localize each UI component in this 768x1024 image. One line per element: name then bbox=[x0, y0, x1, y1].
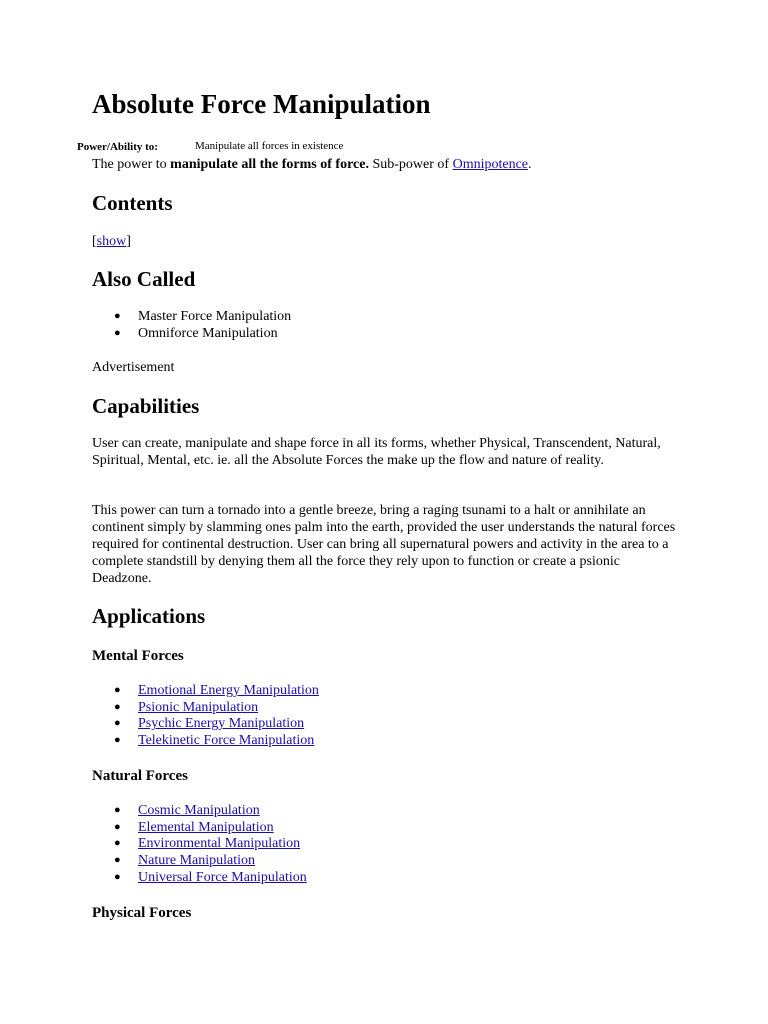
physical-forces-heading: Physical Forces bbox=[92, 905, 192, 921]
list-item bbox=[92, 325, 291, 342]
natural-forces-list bbox=[92, 802, 307, 885]
also-called-list bbox=[92, 308, 291, 342]
natural-forces-heading: Natural Forces bbox=[92, 768, 188, 784]
bullet-icon: ● bbox=[114, 700, 121, 713]
intro-prefix: The power to bbox=[92, 157, 171, 172]
list-item bbox=[92, 715, 319, 732]
mental-forces-heading: Mental Forces bbox=[92, 648, 184, 664]
intro-suffix: . bbox=[528, 157, 532, 172]
page-title: Absolute Force Manipulation bbox=[92, 89, 431, 119]
bullet-icon: ● bbox=[114, 327, 121, 339]
mental-forces-list bbox=[92, 682, 319, 749]
list-item bbox=[92, 308, 291, 325]
intro-paragraph bbox=[92, 156, 532, 173]
bullet-icon: ● bbox=[114, 820, 121, 833]
bullet-icon: ● bbox=[114, 837, 121, 850]
list-item bbox=[92, 852, 307, 869]
list-item bbox=[92, 699, 319, 716]
bullet-icon: ● bbox=[114, 310, 121, 322]
capabilities-paragraph-2: This power can turn a tornado into a gentle breeze, bring a raging tsunami to a halt or annihilate an continent simply by slamming ones palm into the earth, provided the user understands the natural forces required for continental destruction. User can bring all supernatural powers and activity in the area to a complete standstill by denying them all the force they rely upon to function or create a psionic Deadzone. bbox=[92, 503, 676, 586]
list-item-label: Omniforce Manipulation bbox=[138, 326, 278, 341]
list-item bbox=[92, 802, 307, 819]
capabilities-paragraph-1: User can create, manipulate and shape force in all its forms, whether Physical, Transcendent, Natural, Spiritual, Mental, etc. ie. all the Absolute Forces the make up the flow and nature of reality. bbox=[92, 436, 661, 468]
telekinetic-force-manipulation-link[interactable]: Telekinetic Force Manipulation bbox=[138, 733, 315, 749]
list-item bbox=[92, 732, 319, 749]
infobox-value: Manipulate all forces in existence bbox=[195, 140, 344, 152]
bullet-icon: ● bbox=[114, 870, 121, 883]
bullet-icon: ● bbox=[114, 854, 121, 867]
bullet-icon: ● bbox=[114, 684, 121, 696]
elemental-manipulation-link[interactable]: Elemental Manipulation bbox=[138, 819, 274, 835]
omnipotence-link[interactable]: Omnipotence bbox=[452, 157, 529, 172]
contents-toggle bbox=[92, 233, 131, 250]
list-item-label: Master Force Manipulation bbox=[138, 309, 292, 324]
also-called-heading: Also Called bbox=[92, 267, 196, 291]
psychic-energy-manipulation-link[interactable]: Psychic Energy Manipulation bbox=[138, 716, 305, 732]
bullet-icon: ● bbox=[114, 804, 121, 816]
list-item bbox=[92, 835, 307, 852]
nature-manipulation-link[interactable]: Nature Manipulation bbox=[138, 853, 256, 869]
list-item bbox=[92, 869, 307, 886]
infobox-label: Power/Ability to: bbox=[77, 141, 158, 153]
environmental-manipulation-link[interactable]: Environmental Manipulation bbox=[138, 836, 301, 852]
psionic-manipulation-link[interactable]: Psionic Manipulation bbox=[138, 699, 259, 715]
list-item bbox=[92, 819, 307, 836]
bullet-icon: ● bbox=[114, 717, 121, 730]
intro-bold: manipulate all the forms of force. bbox=[170, 157, 369, 172]
advertisement-label: Advertisement bbox=[92, 360, 175, 375]
intro-middle: Sub-power of bbox=[368, 157, 453, 172]
emotional-energy-manipulation-link[interactable]: Emotional Energy Manipulation bbox=[138, 683, 319, 698]
applications-heading: Applications bbox=[92, 604, 206, 628]
universal-force-manipulation-link[interactable]: Universal Force Manipulation bbox=[138, 869, 307, 885]
capabilities-heading: Capabilities bbox=[92, 394, 200, 418]
open-bracket: [ bbox=[92, 234, 97, 249]
cosmic-manipulation-link[interactable]: Cosmic Manipulation bbox=[138, 803, 260, 818]
list-item bbox=[92, 682, 319, 699]
close-bracket: ] bbox=[126, 234, 131, 249]
show-contents-link[interactable]: show bbox=[96, 234, 127, 249]
bullet-icon: ● bbox=[114, 734, 121, 747]
contents-heading: Contents bbox=[92, 191, 173, 215]
